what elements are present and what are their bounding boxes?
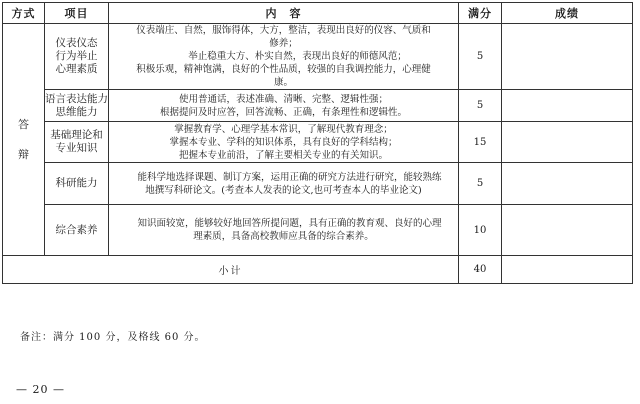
- result-cell[interactable]: [502, 90, 633, 122]
- header-mode: 方式: [3, 3, 45, 24]
- item-line: 思维能力: [55, 105, 98, 118]
- table-header-row: [3, 3, 633, 24]
- content-line: 仪表端庄、自然，服饰得体，大方，整洁，表现出良好的仪容、气质和: [136, 25, 431, 36]
- content-cell: [109, 122, 459, 163]
- score-cell: 10: [459, 205, 502, 256]
- content-line: 地撰写科研论文。(考查本人发表的论文,也可考查本人的毕业论文): [145, 184, 422, 196]
- header-score: 满分: [459, 3, 502, 24]
- result-cell[interactable]: [502, 122, 633, 163]
- subtotal-row: [3, 256, 633, 284]
- header-item: 项目: [45, 3, 109, 24]
- item-line: 仪表仪态: [55, 37, 98, 49]
- item-line: 综合素养: [55, 223, 98, 236]
- content-cell: [109, 24, 459, 90]
- item-line: 专业知识: [55, 142, 98, 154]
- subtotal-label: 小计: [3, 256, 459, 284]
- content-line: 康。: [273, 77, 293, 88]
- table-row: [3, 90, 633, 122]
- item-cell: [45, 205, 109, 256]
- table-row: [3, 122, 633, 163]
- subtotal-score: 40: [459, 256, 502, 284]
- table-row: [3, 24, 633, 90]
- item-cell: [45, 24, 109, 90]
- score-cell: 5: [459, 90, 502, 122]
- item-cell: [45, 163, 109, 205]
- subtotal-result-cell[interactable]: [502, 256, 633, 284]
- content-line: 修养；: [269, 38, 298, 49]
- content-line: 能科学地选择课题、制订方案，运用正确的研究方法进行研究，能较熟练: [137, 171, 442, 183]
- mode-label-char: 辩: [18, 147, 29, 161]
- footnote: 备注：满分 100 分，及格线 60 分。: [20, 332, 206, 343]
- content-line: 掌握教育学、心理学基本常识，了解现代教育理念；: [174, 123, 393, 135]
- content-cell: [109, 90, 459, 122]
- mode-label-char: 答: [18, 117, 29, 131]
- content-line: 举止稳重大方、朴实自然，表现出良好的师德风范；: [188, 51, 407, 62]
- item-line: 科研能力: [55, 177, 98, 189]
- score-cell: 15: [459, 122, 502, 163]
- score-table: [2, 2, 633, 284]
- result-cell[interactable]: [502, 163, 633, 205]
- header-content: 内 容: [109, 3, 459, 24]
- item-cell: [45, 122, 109, 163]
- header-result: 成绩: [502, 3, 633, 24]
- content-line: 根据提问及时应答，回答流畅、正确，有条理性和逻辑性。: [159, 106, 407, 118]
- result-cell[interactable]: [502, 205, 633, 256]
- content-line: 掌握本专业、学科的知识体系，具有良好的学科结构；: [169, 136, 398, 148]
- content-line: 积极乐观，精神饱满，良好的个性品质，较强的自我调控能力，心理健: [136, 64, 431, 75]
- table-row: [3, 163, 633, 205]
- item-line: 心理素质: [55, 63, 98, 75]
- result-cell[interactable]: [502, 24, 633, 90]
- item-line: 基础理论和: [50, 129, 103, 141]
- mode-cell: [3, 24, 45, 256]
- content-cell: [109, 205, 459, 256]
- content-line: 把握本专业前沿，了解主要相关专业的有关知识。: [178, 149, 388, 161]
- page-number: — 20 —: [16, 383, 65, 396]
- content-line: 使用普通话，表述准确、清晰、完整、逻辑性强；: [178, 93, 388, 105]
- score-cell: 5: [459, 24, 502, 90]
- score-cell: 5: [459, 163, 502, 205]
- content-cell: [109, 163, 459, 205]
- content-line: 知识面较宽，能够较好地回答所提问题，具有正确的教育观、良好的心理: [137, 218, 442, 229]
- item-cell: [45, 90, 109, 122]
- content-line: 理素质，具备高校教师应具备的综合素养。: [193, 231, 374, 242]
- item-line: 语言表达能力: [45, 92, 108, 105]
- table-row: [3, 205, 633, 256]
- item-line: 行为举止: [55, 50, 98, 62]
